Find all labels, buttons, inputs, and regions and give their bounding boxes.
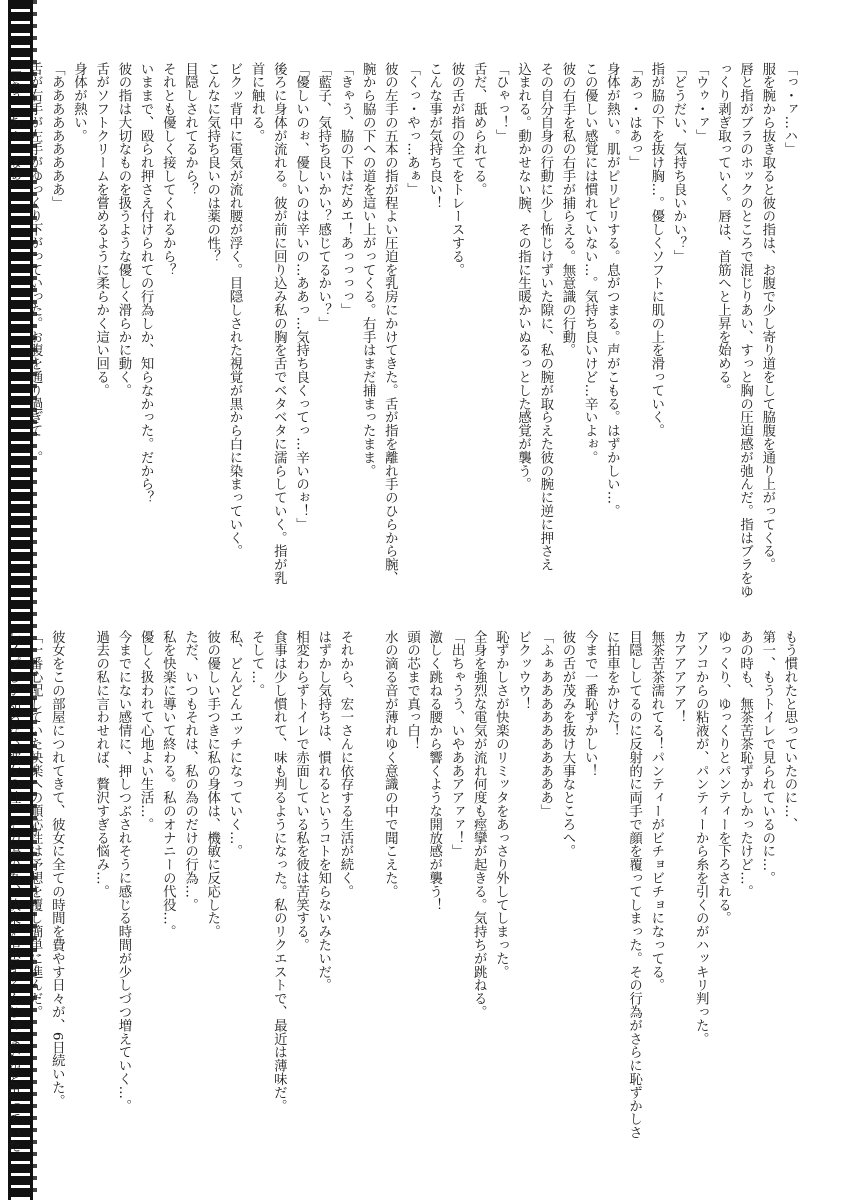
- text-line: 舌だ、舐められてる。: [471, 62, 487, 196]
- text-line: 「優しいのぉ、優しいのは辛いの…ああっ…気持ち良くってっ…辛いのぉ！」: [293, 62, 309, 531]
- text-line: 無茶苦茶濡れてる！パンティーがビチョビチョになってる。: [648, 630, 664, 992]
- text-line: あの時も、無茶苦茶恥ずかしかったけど…。: [737, 630, 753, 898]
- text-line: 優しく扱われて心地よい生活…。: [138, 630, 154, 831]
- text-line: 身体が熱い。肌がピリピリする。息がつまる。声がこもる。はずかしい…。: [604, 62, 620, 518]
- text-line: 全身を強烈な電気が流れ何度も痙攣が起きる。気持ちが跳ねる。: [471, 630, 487, 1019]
- text-line: 彼の右手を私の右手が捕らえる。無意識の行動。: [559, 62, 575, 357]
- text-line: 「ひゃっ！」: [493, 62, 509, 143]
- text-line: 「あああああああああ」: [49, 62, 65, 210]
- text-line: 彼の指は大切なものを扱うような優しく滑らかに動く。: [115, 62, 131, 397]
- text-line: カアアアアア！: [670, 630, 686, 724]
- text-line: 服を腕から抜き取ると彼の指は、お腹で少し寄り道をして脇腹を通り上がってくる。: [759, 62, 775, 572]
- text-page: [4, 40, 800, 1166]
- text-line: それから、宏一さんに依存する生活が続く。: [337, 630, 353, 898]
- text-line: 彼の左手の五本の指が程よい圧迫を乳房にかけてきた。舌が指を離れ手のひらから腕、: [382, 62, 398, 585]
- text-line: もう慣れたと思っていたのに…、: [782, 630, 797, 831]
- text-line: こんなに気持ち良いのは薬の性？: [204, 62, 220, 263]
- text-line: 「一番心配していた快楽への順応性は予想を覆し簡単に進んだ。: [27, 630, 43, 1019]
- text-line: この優しい感覚には慣れていない…。気持ち良いけど…辛いよぉ。: [582, 62, 598, 464]
- text-block-bottom: [4, 630, 800, 1166]
- text-block-top: [4, 62, 800, 598]
- text-line: [67, 630, 89, 1160]
- text-line: 舌がソフトクリームを嘗めるように柔らかく這い回る。: [93, 62, 109, 397]
- text-line: いままで、殴られ押さえ付けられての行為しか、知らなかった。だから？: [138, 62, 154, 505]
- text-line: 「あっ・はあっ」: [626, 62, 642, 170]
- text-line: 彼の舌が茂みを抜け大事なところへ。: [559, 630, 575, 858]
- text-line: レイプしか知らない彼女の性。その傷の為、快楽を拒否するんじゃないかと思っていた。: [4, 630, 20, 1166]
- text-line: 舌が右手が左手がゆっくり下がっていった。お腹を通り過ぎて…。: [27, 62, 43, 464]
- text-line: 食事は少し慣れて、味も判るようになった。私のリクエストで、最近は薄味だ。: [271, 630, 287, 1113]
- text-line: 「どうだい、気持ち良いかい？」: [670, 62, 686, 263]
- text-line: 第一、もうトイレで見られているのに…。: [759, 630, 775, 885]
- text-line: その自分自身の行動に少し怖じけずいた隙に、私の腕が取らえた彼の腕に逆に押さえ: [537, 62, 553, 572]
- text-line: 指が脇の下を抜け胸…。優しくソフトに肌の上を滑っていく。: [648, 62, 664, 438]
- text-line: ビクッ背中に電気が流れ腰が浮く。目隠しされた視覚が黒から白に染まっていく。: [226, 62, 242, 558]
- text-line: [0, 62, 1, 592]
- text-line: 過去の私に言わせれば、贅沢すぎる悩み…。: [93, 630, 109, 898]
- text-line: アソコからの粘液が、パンティーから糸を引くのがハッキリ判った。: [693, 630, 709, 1046]
- text-line: 「っ・ァ…ハ」: [782, 62, 797, 156]
- text-line: 「ふぁああああああああああ」: [537, 630, 553, 818]
- text-line: 腕から脇の下への道を這い上がってくる。右手はまだ捕まったまま。: [360, 62, 376, 478]
- text-line: っくり剥ぎ取っていく。唇は、首筋へと上昇を始める。: [715, 62, 731, 397]
- text-line: 彼女をこの部屋につれてきて、彼女に全ての時間を費やす日々が、6日続いた。: [49, 630, 65, 1108]
- text-line: 「きゃう、脇の下はだめエ！あっっっっ」: [337, 62, 353, 317]
- text-line: 彼の優しい手つきに私の身体は、機敏に反応した。: [204, 630, 220, 939]
- text-line: 「くっ・やっ…あぁ」: [404, 62, 420, 196]
- text-line: ビクッウウ！: [515, 630, 531, 711]
- text-line: 「ウゥ・ァ」: [693, 62, 709, 143]
- text-line: 「ふぅ…あぁ…はぁ…」: [4, 62, 20, 210]
- text-line: それとも優しく接してくれるから？: [160, 62, 176, 277]
- text-line: 目隠しされてるから？: [182, 62, 198, 196]
- text-line: 彼の舌が指の全てをトレースする。: [448, 62, 464, 277]
- text-line: 恥ずかしさが快楽のリミッタをあっさり外してしまった。: [493, 630, 509, 979]
- text-line: 唇と指がブラのホックのところで混じりあい、すっと胸の圧迫感が弛んだ。指はブラをゆ: [737, 62, 753, 598]
- text-line: に拍車をかけた！: [604, 630, 620, 738]
- text-line: 相変わらずトイレで赤面している私を彼は苦笑する。: [293, 630, 309, 952]
- text-line: こんな事が気持ち良い！: [426, 62, 442, 210]
- text-line: ゆっくり、ゆっくりとパンティーを下ろされる。: [715, 630, 731, 925]
- text-line: 身体が熱い。: [71, 62, 87, 143]
- text-line: 今まで一番恥ずかしい！: [582, 630, 598, 778]
- text-line: 私を快楽に導いて終わる。私のオナニーの代役…。: [160, 630, 176, 939]
- text-line: 首に触れる。: [249, 62, 265, 143]
- text-line: 今までにない感情に、押しつぶされそうに感じる時間が少しづつ増えていく…。: [115, 630, 131, 1113]
- text-line: 激しく跳ねる腰から響くような開放感が襲う！: [426, 630, 442, 912]
- text-line: 「出ちゃうう、いやああアアァァ！」: [448, 630, 464, 858]
- text-line: そして…。: [249, 630, 265, 697]
- text-line: ただ、いつもそれは、私の為のだけの行為…。: [182, 630, 198, 912]
- text-line: 水の滴る音が薄れゆく意識の中で聞こえた。: [382, 630, 398, 898]
- text-line: はずかし気持ちは、慣れるというコトを知らないみたいだ。: [315, 630, 331, 992]
- text-line: 「藍子、気持ち良いかい？感じてるかい？」: [315, 62, 331, 330]
- text-line: 頭の芯まで真っ白！: [404, 630, 420, 751]
- text-line: 込まれる。動かせない腕、その指に生暖かいぬるっとした感覚が襲う。: [515, 62, 531, 491]
- text-line: 私、どんどんエッチになっていく…。: [226, 630, 242, 858]
- text-line: [356, 630, 378, 1160]
- text-line: 目隠ししてるのに反射的に両手で顔を覆ってしまった。その行為がさらに恥ずかしさ: [626, 630, 642, 1140]
- text-line: 後ろに身体が流れる。彼が前に回り込み私の胸を舌でベタベタに濡らしていく。指が乳: [271, 62, 287, 585]
